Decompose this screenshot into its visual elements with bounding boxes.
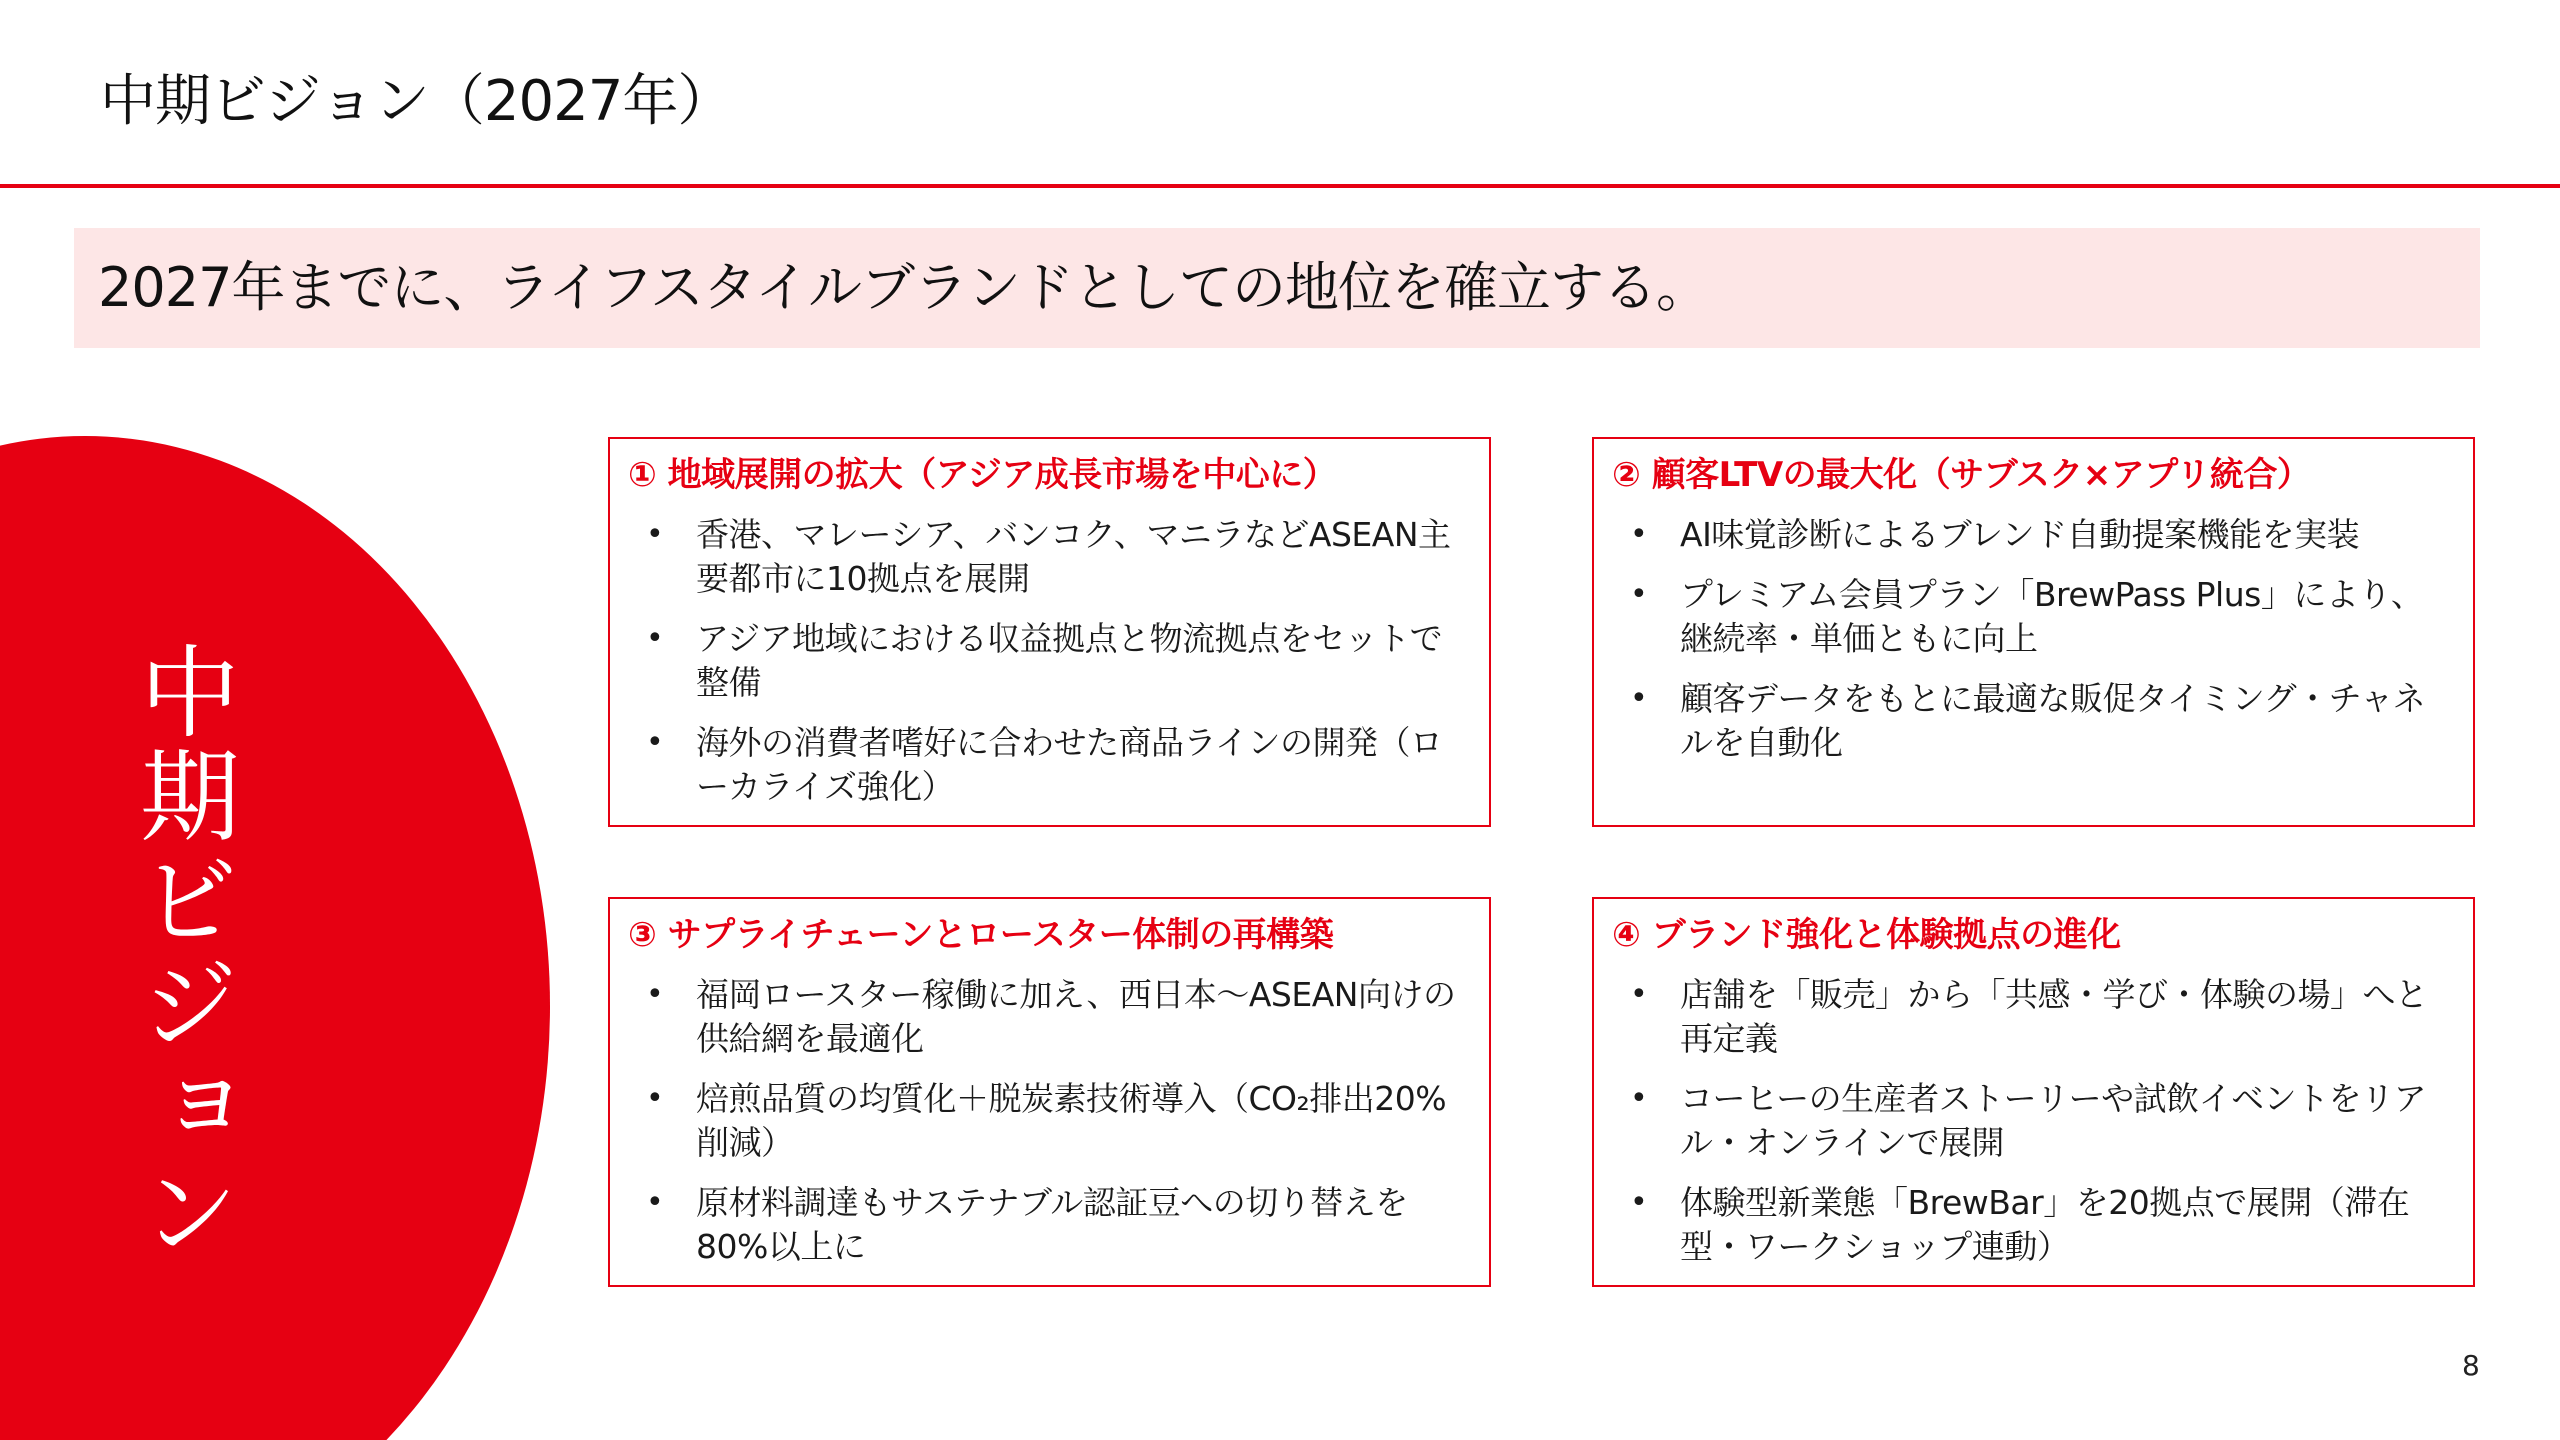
list-item-text: 原材料調達もサステナブル認証豆への切り替えを80%以上に [696,1183,1408,1266]
bullet-icon: • [646,621,664,656]
list-item-text: 顧客データをもとに最適な販促タイミング・チャネルを自動化 [1680,679,2426,762]
bullet-icon: • [1630,517,1648,552]
title-divider [0,184,2560,188]
list-item-text: 海外の消費者嗜好に合わせた商品ラインの開発（ローカライズ強化） [696,723,1443,806]
list-item-text: アジア地域における収益拠点と物流拠点をセットで整備 [696,619,1443,702]
list-item-text: 店舗を「販売」から「共感・学び・体験の場」へと再定義 [1680,975,2428,1058]
pillar-list [642,513,1469,825]
pillar-title: ④ ブランド強化と体験拠点の進化 [1612,915,2121,955]
pillar-list [642,973,1469,1285]
page-title: 中期ビジョン（2027年） [100,69,733,134]
list-item [1626,513,2453,557]
list-item [1626,573,2453,661]
list-item [642,513,1469,601]
bullet-icon: • [646,517,664,552]
list-item-text: 福岡ロースター稼働に加え、西日本〜ASEAN向けの供給網を最適化 [696,975,1456,1058]
pillar-box-regional-expansion [608,437,1491,827]
page-number: 8 [2462,1349,2480,1382]
list-item [1626,677,2453,765]
pillar-box-customer-ltv [1592,437,2475,827]
vision-banner [74,228,2480,348]
list-item-text: コーヒーの生産者ストーリーや試飲イベントをリアル・オンラインで展開 [1680,1079,2427,1162]
list-item-text: 体験型新業態「BrewBar」を20拠点で展開（滞在型・ワークショップ連動） [1680,1183,2410,1266]
list-item-text: 香港、マレーシア、バンコク、マニラなどASEAN主要都市に10拠点を展開 [696,515,1451,598]
pillar-title: ② 顧客LTVの最大化（サブスク×アプリ統合） [1612,455,2311,495]
pillar-box-supply-chain [608,897,1491,1287]
pillar-title: ③ サプライチェーンとロースター体制の再構築 [628,915,1334,955]
list-item-text: AI味覚診断によるブレンド自動提案機能を実装 [1680,515,2360,554]
list-item [1626,1077,2453,1165]
list-item [1626,973,2453,1061]
bullet-icon: • [1630,977,1648,1012]
red-circle-decoration [0,436,550,1440]
list-item [642,1077,1469,1165]
bullet-icon: • [646,1081,664,1116]
bullet-icon: • [646,725,664,760]
side-label: 中期ビジョン [123,640,240,1264]
list-item [642,1181,1469,1269]
list-item [1626,1181,2453,1269]
list-item [642,721,1469,809]
bullet-icon: • [1630,1185,1648,1220]
list-item-text: 焙煎品質の均質化＋脱炭素技術導入（CO₂排出20%削減） [696,1079,1447,1162]
pillar-title: ① 地域展開の拡大（アジア成長市場を中心に） [628,455,1337,495]
list-item [642,617,1469,705]
pillar-list [1626,973,2453,1285]
bullet-icon: • [646,977,664,1012]
pillar-list [1626,513,2453,781]
list-item [642,973,1469,1061]
pillar-box-brand-experience [1592,897,2475,1287]
bullet-icon: • [1630,1081,1648,1116]
bullet-icon: • [1630,577,1648,612]
bullet-icon: • [1630,681,1648,716]
vision-statement: 2027年までに、ライフスタイルブランドとしての地位を確立する。 [98,256,1709,319]
bullet-icon: • [646,1185,664,1220]
list-item-text: プレミアム会員プラン「BrewPass Plus」により、継続率・単価ともに向上 [1680,575,2424,658]
